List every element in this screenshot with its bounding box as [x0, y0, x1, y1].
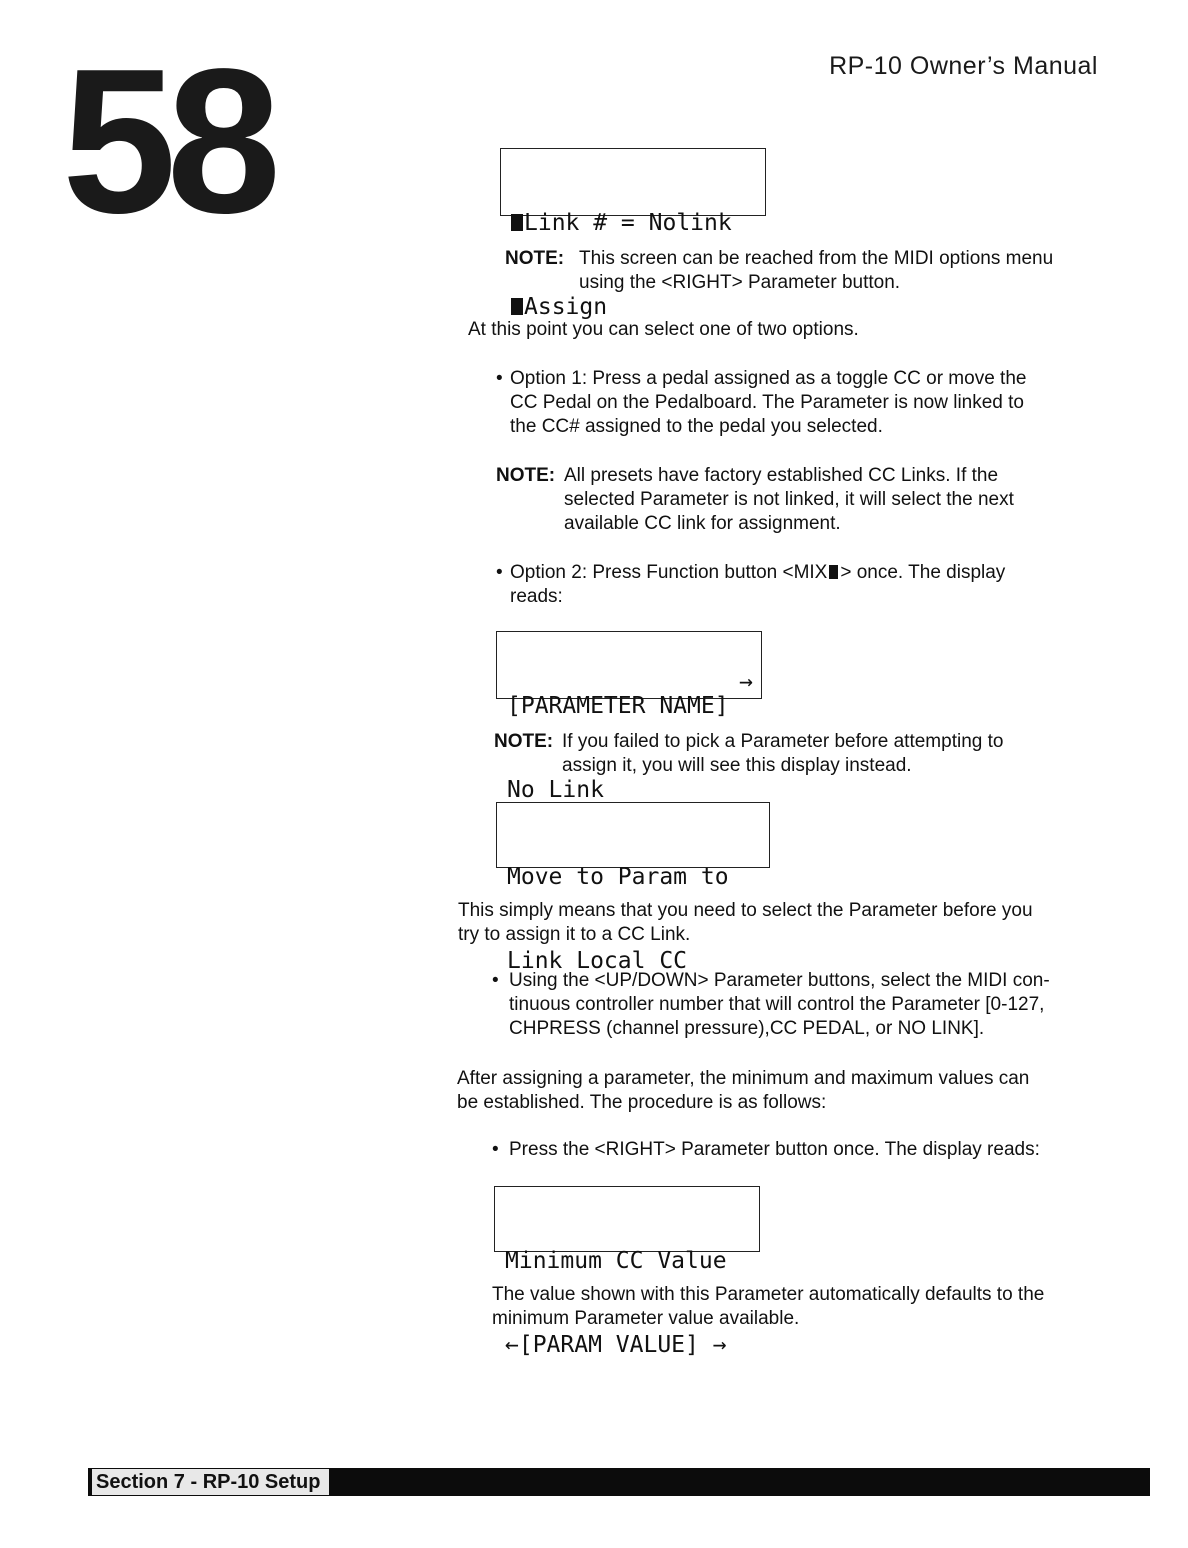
- note-factory-cc-links: [496, 464, 1096, 536]
- bullet-line: Press the <RIGHT> Parameter button once. The display reads:: [509, 1139, 1040, 1160]
- lcd-line-1: [PARAMETER NAME]: [507, 693, 729, 719]
- paragraph-line: The value shown with this Parameter automatically defaults to the: [492, 1284, 1045, 1305]
- mix-button-icon: [829, 565, 838, 579]
- bullet-line: reads:: [510, 586, 563, 607]
- paragraph-default-value: [492, 1283, 1112, 1331]
- bullet-mark: •: [492, 1139, 499, 1160]
- bullet-mark: •: [492, 970, 499, 991]
- note-failed-to-pick: [494, 730, 1094, 778]
- bullet-line: Using the <UP/DOWN> Parameter buttons, select the MIDI con-: [509, 970, 1050, 991]
- bullet-line: Option 1: Press a pedal assigned as a toggle CC or move the: [510, 368, 1027, 389]
- bullet-line: the CC# assigned to the pedal you selected.: [510, 416, 883, 437]
- paragraph-line: minimum Parameter value available.: [492, 1308, 800, 1329]
- lcd-line-2: No Link: [507, 777, 604, 803]
- bullet-line: tinuous controller number that will control the Parameter [0-127,: [509, 994, 1045, 1015]
- note-line: If you failed to pick a Parameter before attempting to: [562, 731, 1004, 752]
- page-number: 58: [62, 26, 272, 256]
- note-midi-options: [505, 247, 1105, 295]
- right-arrow-icon: →: [739, 669, 753, 695]
- bullet-line: CHPRESS (channel pressure),CC PEDAL, or NO LINK].: [509, 1018, 985, 1039]
- bullet-mark: •: [496, 562, 503, 583]
- note-label: NOTE:: [496, 465, 556, 486]
- lcd-line-1: Minimum CC Value: [505, 1248, 727, 1274]
- lcd-line-2: Assign: [524, 294, 608, 320]
- paragraph-min-max: [457, 1067, 1097, 1115]
- bullet-line: CC Pedal on the Pedalboard. The Parameter is now linked to: [510, 392, 1025, 413]
- paragraph-line: be established. The procedure is as follows:: [457, 1092, 827, 1113]
- paragraph-two-options: At this point you can select one of two options.: [468, 319, 859, 340]
- note-line: selected Parameter is not linked, it will select the next: [564, 489, 1014, 510]
- note-line: using the <RIGHT> Parameter button.: [579, 272, 901, 293]
- bullet-mark: •: [496, 368, 503, 389]
- lcd-line-1: Move to Param to: [507, 864, 729, 890]
- bullet-up-down: [492, 969, 1112, 1041]
- bullet-line: > once. The display: [840, 562, 1006, 583]
- note-label: NOTE:: [505, 248, 565, 269]
- lcd-line-2: Link Local CC: [507, 948, 688, 974]
- paragraph-select-parameter: [458, 899, 1098, 947]
- bullet-option-2: [496, 561, 1096, 609]
- cursor-block-icon: [511, 298, 523, 315]
- note-line: available CC link for assignment.: [564, 513, 841, 534]
- bullet-line: Option 2: Press Function button <MIX: [510, 562, 828, 583]
- cursor-block-icon: [511, 214, 523, 231]
- note-label: NOTE:: [494, 731, 554, 752]
- bullet-press-right: [492, 1138, 1112, 1162]
- footer-section-label: Section 7 - RP-10 Setup: [92, 1469, 329, 1495]
- note-line: assign it, you will see this display instead.: [562, 755, 912, 776]
- note-line: This screen can be reached from the MIDI options menu: [579, 248, 1054, 269]
- lcd-line-1: Link # = Nolink: [524, 210, 732, 236]
- bullet-option-1: [496, 367, 1096, 439]
- note-line: All presets have factory established CC Links. If the: [564, 465, 999, 486]
- paragraph-line: After assigning a parameter, the minimum and maximum values can: [457, 1068, 1030, 1089]
- paragraph-line: This simply means that you need to select the Parameter before you: [458, 900, 1033, 921]
- lcd-line-2: ←[PARAM VALUE] →: [505, 1332, 727, 1358]
- manual-title: RP-10 Owner’s Manual: [829, 52, 1098, 80]
- paragraph-line: try to assign it to a CC Link.: [458, 924, 691, 945]
